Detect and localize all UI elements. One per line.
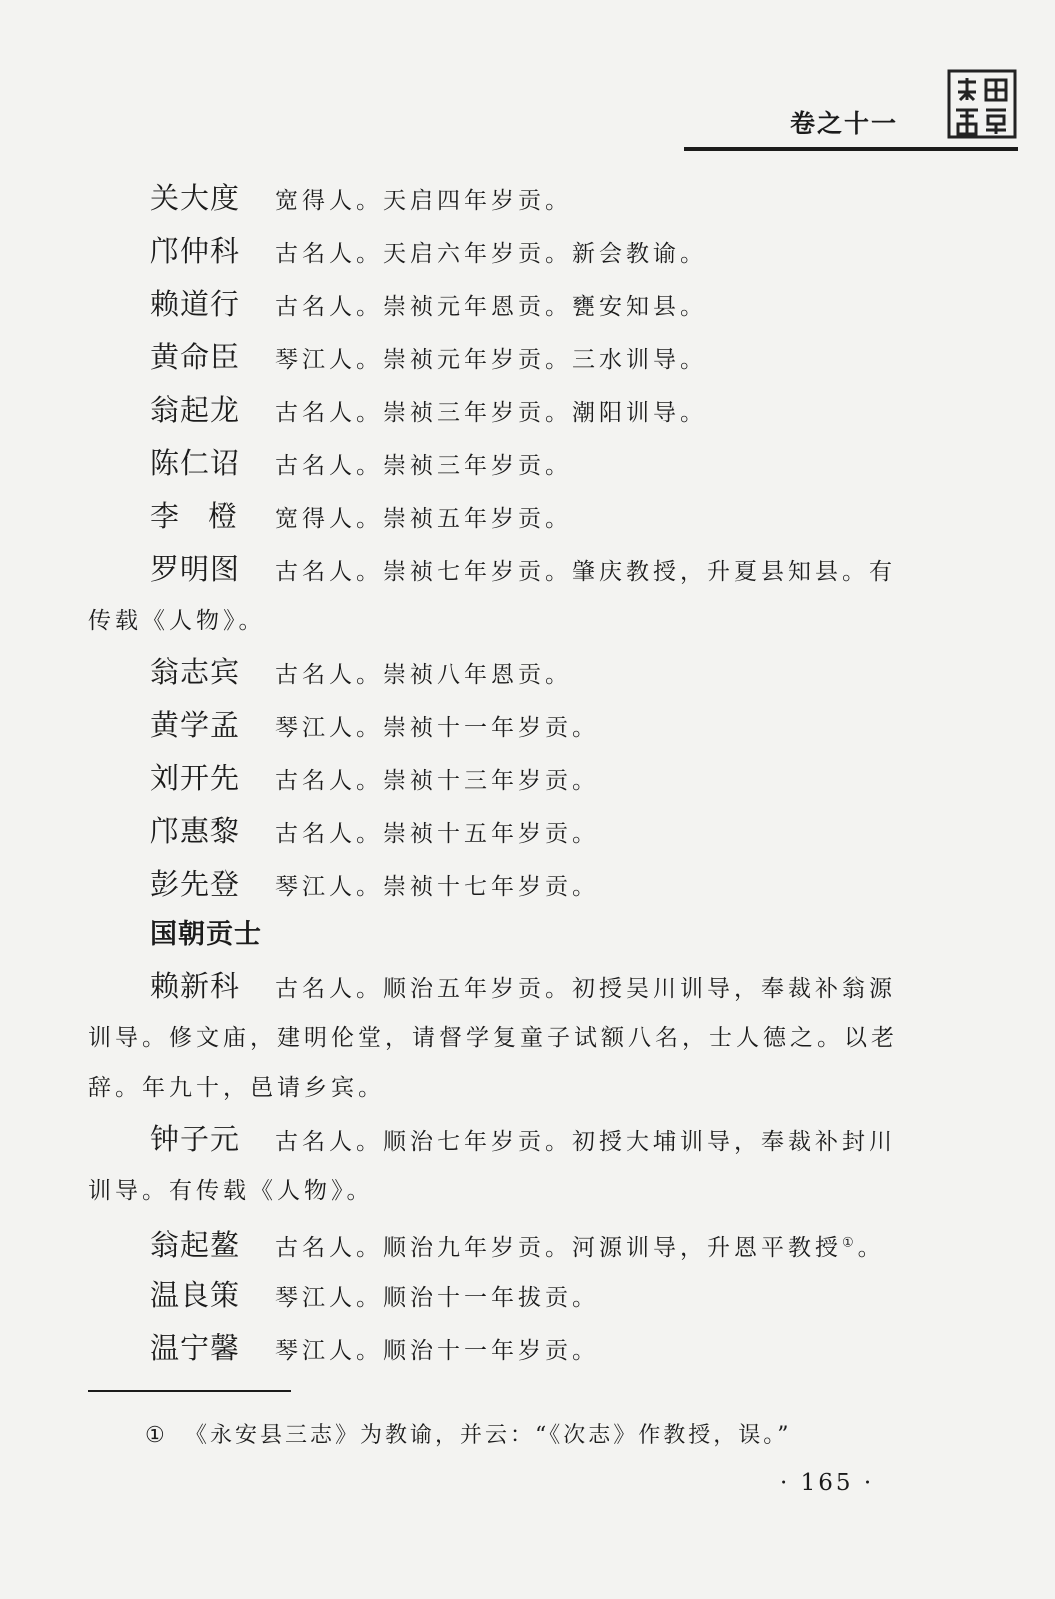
footnote-text: 《永安县三志》为教谕，并云：“《次志》作教授，误。”: [185, 1423, 792, 1448]
entry-row: [88, 225, 918, 278]
footnote-mark: ①: [145, 1423, 165, 1448]
entry-row: [88, 699, 918, 752]
person-description: 琴江人。崇祯十七年岁贡。: [275, 874, 599, 900]
person-description: 宽得人。天启四年岁贡。: [275, 188, 572, 214]
entry-row: [88, 858, 918, 911]
person-description: 宽得人。崇祯五年岁贡。: [275, 506, 572, 532]
section-title: 国朝贡士: [150, 919, 262, 950]
entry-row: [88, 752, 918, 805]
chapter-title: 卷之十一: [790, 109, 899, 138]
person-name: 黄学孟: [150, 708, 241, 742]
person-name: 翁起鳌: [150, 1227, 241, 1262]
page-number: · 165 ·: [780, 1470, 875, 1496]
entry-row: [88, 331, 918, 384]
person-name: 赖道行: [150, 287, 241, 321]
entry-row: [88, 543, 918, 596]
entry-list-ming: [88, 172, 918, 911]
person-description: 古名人。崇祯十三年岁贡。: [275, 768, 599, 794]
person-description: 古名人。崇祯三年岁贡。: [275, 453, 572, 479]
person-name: 赖新科: [150, 969, 241, 1003]
person-description: 古名人。天启六年岁贡。新会教谕。: [275, 241, 707, 267]
person-name: 邝惠黎: [150, 814, 241, 848]
entry-row: [88, 1269, 918, 1322]
person-name: 钟子元: [150, 1122, 241, 1156]
person-name: 邝仲科: [150, 234, 241, 268]
person-description-continued: 训导。有传载《人物》。: [88, 1178, 374, 1204]
person-description-continued: 传载《人物》。: [88, 608, 266, 634]
person-description: 古名人。崇祯十五年岁贡。: [275, 821, 599, 847]
person-name: 翁志宾: [150, 655, 241, 689]
person-description-continued: 训导。修文庙，建明伦堂，请督学复童子试额八名，士人德之。以老: [88, 1025, 898, 1051]
person-name: 关大度: [150, 181, 241, 215]
person-description: 古名人。崇祯八年恩贡。: [275, 662, 572, 688]
person-description: 琴江人。崇祯元年岁贡。三水训导。: [275, 347, 707, 373]
person-name: 李 橙: [150, 499, 238, 533]
person-description: 古名人。顺治七年岁贡。初授大埔训导，奉裁补封川: [275, 1129, 896, 1155]
entry-row: [88, 960, 918, 1013]
entry-row: [88, 384, 918, 437]
person-description: 琴江人。顺治十一年岁贡。: [275, 1338, 599, 1364]
entry-row: [88, 437, 918, 490]
person-description: 古名人。崇祯三年岁贡。潮阳训导。: [275, 400, 707, 426]
person-name: 刘开先: [150, 761, 241, 795]
footnote-rule: [88, 1390, 291, 1392]
entry-row: [88, 1113, 918, 1166]
footnote: [145, 1418, 792, 1449]
entry-list-qing: [88, 960, 918, 1375]
person-name: 罗明图: [150, 552, 241, 586]
entry-row: [88, 1322, 918, 1375]
entry-row: [88, 278, 918, 331]
person-name: 黄命臣: [150, 340, 241, 374]
person-name: 彭先登: [150, 867, 241, 901]
person-description: 古名人。崇祯七年岁贡。肇庆教授，升夏县知县。有: [275, 559, 896, 585]
entry-row: [88, 490, 918, 543]
seal-stamp: [946, 68, 1018, 140]
entry-row: [88, 1216, 918, 1269]
person-description: 古名人。顺治五年岁贡。初授吴川训导，奉裁补翁源: [275, 976, 896, 1002]
person-name: 陈仁诏: [150, 446, 241, 480]
person-name: 温良策: [150, 1278, 241, 1312]
entry-row: [88, 805, 918, 858]
person-description: 古名人。顺治九年岁贡。河源训导，升恩平教授①。: [275, 1234, 885, 1261]
person-description: 古名人。崇祯元年恩贡。甕安知县。: [275, 294, 707, 320]
entry-row: [88, 646, 918, 699]
person-description-continued: 辞。年九十，邑请乡宾。: [88, 1075, 385, 1101]
header-rule: [684, 147, 1018, 151]
entry-row: [88, 172, 918, 225]
person-description: 琴江人。顺治十一年拔贡。: [275, 1285, 599, 1311]
person-name: 翁起龙: [150, 393, 241, 427]
person-name: 温宁馨: [150, 1331, 241, 1365]
person-description: 琴江人。崇祯十一年岁贡。: [275, 715, 599, 741]
footnote-ref[interactable]: ①: [842, 1235, 858, 1250]
